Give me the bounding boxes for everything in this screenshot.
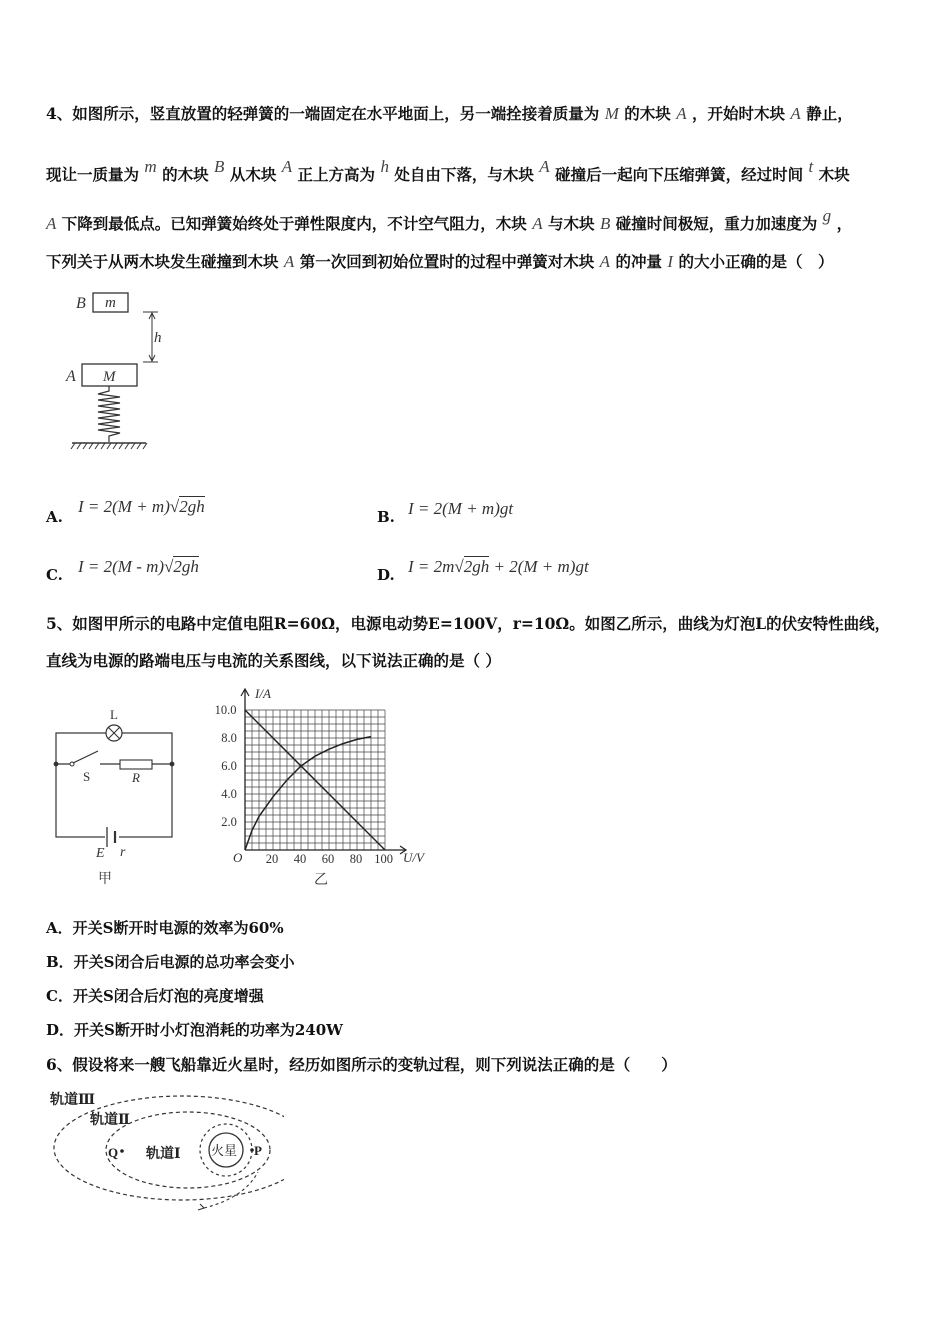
- orbit-2: [106, 1112, 270, 1188]
- option-c-formula: I = 2(M - m)√2gh: [78, 557, 199, 576]
- label-big-m: M: [103, 369, 116, 385]
- chart-origin: O: [233, 850, 243, 865]
- node-left: [54, 762, 59, 767]
- circuit-loop: [56, 733, 172, 837]
- r-label: r: [120, 845, 126, 860]
- label-b: B: [76, 295, 86, 312]
- sqrt-icon: √: [164, 557, 174, 576]
- option-b-label[interactable]: B.: [377, 508, 395, 526]
- sqrt-icon: √: [169, 497, 180, 516]
- incoming-arrow-icon: [198, 1204, 204, 1210]
- option-b-formula: I = 2(M + m)gt: [408, 499, 514, 518]
- sqrt-icon: √: [454, 557, 464, 576]
- option-a-formula: I = 2(M + m)√2gh: [78, 497, 205, 516]
- q5-choice-c[interactable]: C．开关S闭合后灯泡的亮度增强: [46, 987, 264, 1005]
- circuit-caption: 甲: [98, 872, 112, 887]
- q-label: Q: [108, 1145, 119, 1160]
- circuit-diagram: [50, 705, 180, 890]
- q5-line2: 直线为电源的路端电压与电流的关系图线，以下说法正确的是（ ）: [46, 651, 501, 670]
- x-tick-label: 40: [293, 852, 307, 866]
- label-h: h: [154, 330, 162, 346]
- chart-caption: 乙: [314, 873, 328, 888]
- y-tick-label: 4.0: [221, 787, 237, 801]
- q5-choice-d[interactable]: D．开关S断开时小灯泡消耗的功率为240W: [46, 1021, 343, 1039]
- resistor-r: [120, 760, 152, 769]
- q4-line4: 下列关于从两木块发生碰撞到木块 A 第一次回到初始位置时的过程中弹簧对木块 A 的冲量 I 的大小正确的是（ ）: [46, 252, 834, 271]
- iv-chart: [205, 682, 445, 892]
- label-m: m: [105, 295, 116, 311]
- option-d-formula: I = 2m√2gh + 2(M + m)gt: [408, 557, 589, 576]
- q4-line1: 4、如图所示，竖直放置的轻弹簧的一端固定在水平地面上，另一端拴接着质量为 M 的木块 A ，开始时木块 A 静止，: [46, 104, 853, 123]
- mars-label: 火星: [211, 1143, 238, 1158]
- option-c-label[interactable]: C.: [46, 566, 63, 584]
- q5-line1: 5、如图甲所示的电路中定值电阻R=60Ω，电源电动势E=100V，r=10Ω。如图乙所示，曲线为灯泡L的伏安特性曲线，: [46, 614, 891, 633]
- chart-ticks: [215, 703, 393, 866]
- emf-label: E: [96, 846, 105, 861]
- y-tick-label: 10.0: [214, 703, 237, 717]
- option-a-label[interactable]: A.: [46, 508, 63, 526]
- chart-xlabel: U/V: [403, 850, 424, 865]
- p-label: P: [254, 1143, 262, 1158]
- x-tick-label: 60: [321, 852, 335, 866]
- option-d-label[interactable]: D.: [377, 566, 395, 584]
- switch-label: S: [83, 769, 91, 784]
- orbit-2-label: 轨道Ⅱ: [90, 1113, 130, 1128]
- x-tick-label: 80: [349, 852, 363, 866]
- spring-block-figure: [62, 288, 162, 454]
- y-tick-label: 6.0: [221, 759, 237, 773]
- node-right: [170, 762, 175, 767]
- point-q: [120, 1149, 124, 1153]
- orbit-3-label: 轨道Ⅲ: [50, 1093, 96, 1108]
- lamp-label: L: [110, 707, 118, 722]
- label-a: A: [66, 368, 76, 385]
- q5-choice-a[interactable]: A．开关S断开时电源的效率为60%: [46, 919, 284, 937]
- orbit-1-label: 轨道Ⅰ: [146, 1147, 181, 1162]
- orbit-diagram: [44, 1086, 284, 1216]
- y-tick-label: 2.0: [221, 815, 237, 829]
- incoming-path: [204, 1172, 258, 1208]
- x-tick-label: 100: [374, 852, 393, 866]
- spring: [98, 386, 120, 442]
- q6-line1: 6、假设将来一艘飞船靠近火星时，经历如图所示的变轨过程，则下列说法正确的是（ ）: [46, 1055, 677, 1074]
- chart-ylabel: I/A: [255, 686, 271, 701]
- q4-line2: 现让一质量为 m 的木块 B 从木块 A 正上方高为 h 处自由下落，与木块 A 碰撞后一起向下压缩弹簧，经过时间 t 木块: [46, 157, 850, 184]
- x-tick-label: 20: [265, 852, 279, 866]
- ground-hatch: [71, 443, 147, 449]
- q5-choice-b[interactable]: B．开关S闭合后电源的总功率会变小: [46, 953, 295, 971]
- q4-line3: A 下降到最低点。已知弹簧始终处于弹性限度内，不计空气阻力，木块 A 与木块 B 碰撞时间极短，重力加速度为 g ，: [46, 206, 853, 233]
- resistor-label: R: [132, 770, 140, 785]
- y-tick-label: 8.0: [221, 731, 237, 745]
